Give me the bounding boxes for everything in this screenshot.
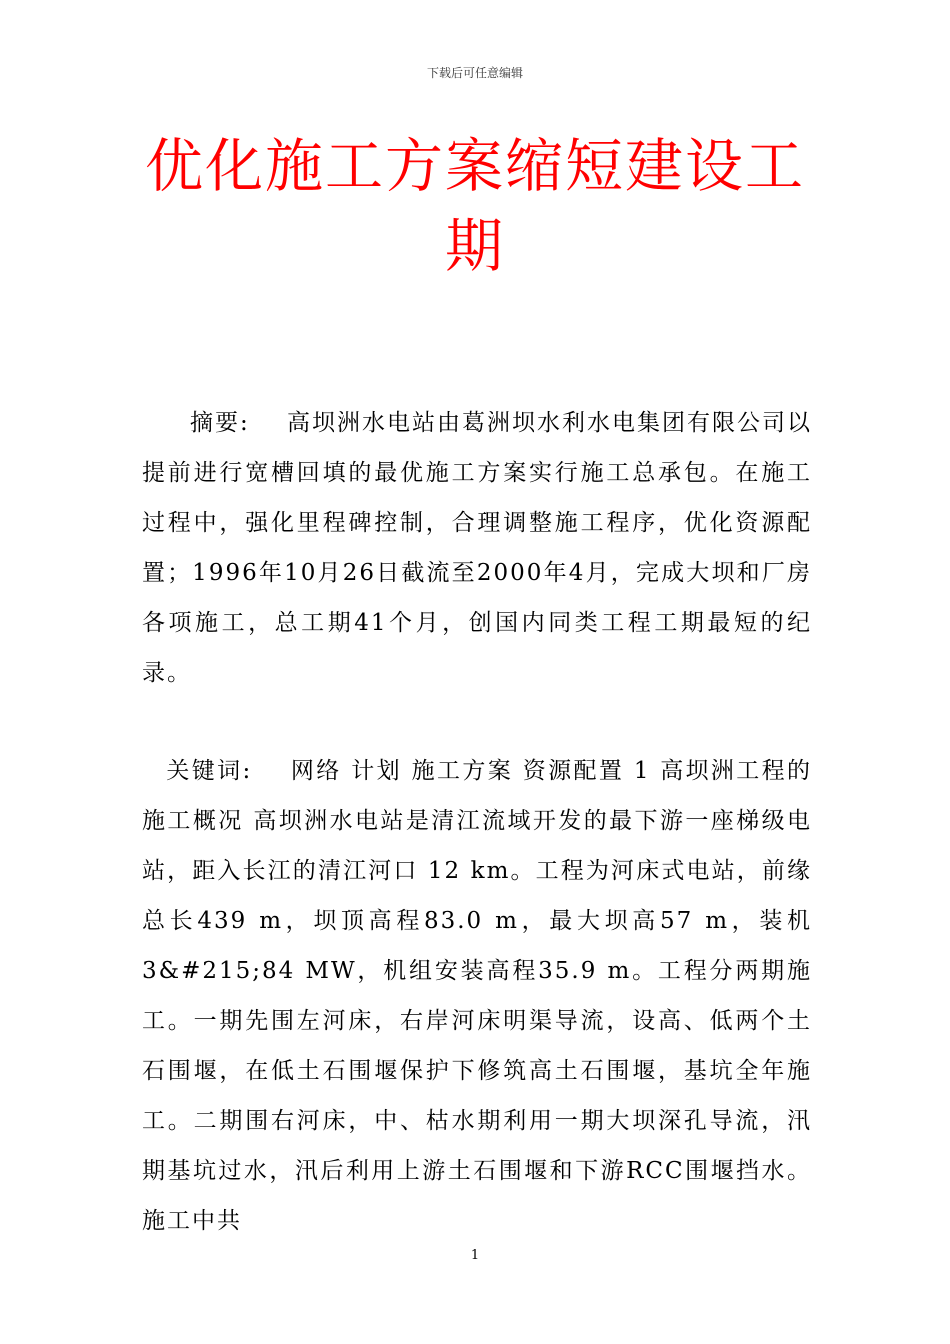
document-title: 优化施工方案缩短建设工期 (144, 132, 805, 280)
keywords-paragraph (142, 746, 812, 1246)
keywords-label: 关键词: (166, 758, 253, 784)
keywords-text: 网络 计划 施工方案 资源配置 1 高坝洲工程的施工概况 高坝洲水电站是清江流域开发的最下游一座梯级电站，距入长江的清江河口 12 km。工程为河床式电站，前缘总长439 m，坝顶高程83.0 m，最大坝高57 m，装机3&#215;84 MW，机组安装高程35.9 m。工程分两期施工。一期先围左河床，右岸河床明渠导流，设高、低两个土石围堰，在低土石围堰保护下修筑高土石围堰，基坑全年施工。二期围右河床，中、枯水期利用一期大坝深孔导流，汛期基坑过水，汛后利用上游土石围堰和下游RCC围堰挡水。施工中共 (142, 758, 812, 1234)
abstract-paragraph (142, 398, 812, 698)
abstract-label: 摘要: (190, 410, 250, 436)
header-note: 下载后可任意编辑 (426, 66, 523, 80)
page-number: 1 (470, 1248, 480, 1263)
abstract-text: 高坝洲水电站由葛洲坝水利水电集团有限公司以提前进行宽槽回填的最优施工方案实行施工总承包。在施工过程中，强化里程碑控制，合理调整施工程序，优化资源配置；1996年10月26日截流至2000年4月，完成大坝和厂房各项施工，总工期41个月，创国内同类工程工期最短的纪录。 (142, 410, 812, 686)
